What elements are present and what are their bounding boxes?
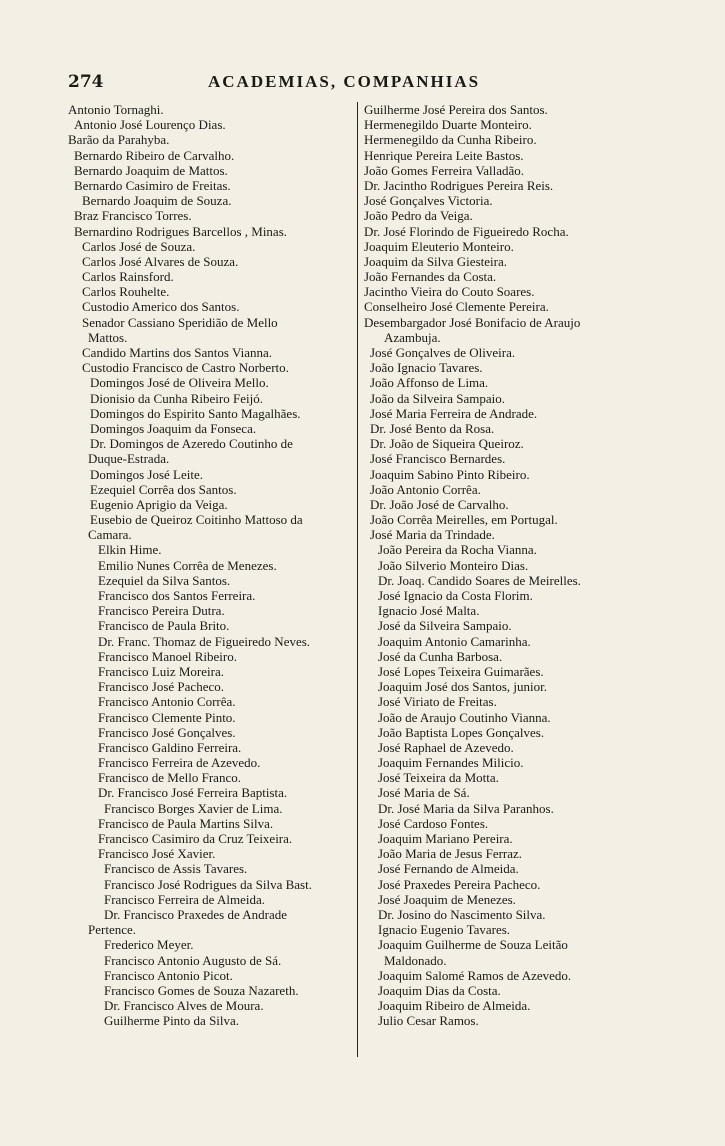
name-entry: Ignacio Eugenio Tavares. [378,922,511,938]
name-entry: Francisco Gomes de Souza Nazareth. [104,982,299,998]
name-entry: Joaquim Dias da Costa. [378,982,501,998]
name-entry: Antonio Tornaghi. [68,102,164,117]
name-entry: João Baptista Lopes Gonçalves. [378,724,545,740]
name-entry: Francisco Ferreira de Azevedo. [98,755,261,771]
name-entry: Elkin Hime. [98,542,162,558]
name-entry: Dr. Josino do Nascimento Silva. [378,906,546,922]
name-entry: Francisco Luiz Moreira. [98,663,224,679]
name-entry: Joaquim Guilherme de Souza Leitão [378,937,568,953]
name-entry: Francisco José Rodrigues da Silva Bast. [104,876,312,892]
name-entry: Francisco Pereira Dutra. [98,603,225,619]
name-entry: João Affonso de Lima. [370,375,489,391]
name-entry: Eusebio de Queiroz Coitinho Mattoso da [90,512,303,528]
name-entry: Bernardo Casimiro de Freitas. [74,177,231,193]
name-entry: João Antonio Corrêa. [370,481,481,497]
name-entry: Antonio José Lourenço Dias. [74,117,226,133]
name-entry: Braz Francisco Torres. [74,208,192,224]
name-entry: José Maria Ferreira de Andrade. [370,405,538,421]
name-entry: Dionisio da Cunha Ribeiro Feijó. [90,390,263,406]
name-entry: Joaquim Salomé Ramos de Azevedo. [378,967,572,983]
name-entry: Francisco de Paula Martins Silva. [98,815,274,831]
name-continuation: Mattos. [88,329,128,345]
name-entry: Francisco Ferreira de Almeida. [104,891,265,907]
name-entry: José da Cunha Barbosa. [378,648,503,664]
name-entry: Dr. José Bento da Rosa. [370,420,495,436]
name-entry: José Lopes Teixeira Guimarães. [378,663,544,679]
name-entry: Domingos Joaquim da Fonseca. [90,420,257,436]
name-entry: Francisco Antonio Augusto de Sá. [104,952,282,968]
name-entry: Francisco Manoel Ribeiro. [98,648,237,664]
name-entry: José Francisco Bernardes. [370,451,506,467]
name-entry: João de Araujo Coutinho Vianna. [378,709,551,725]
name-entry: Candido Martins dos Santos Vianna. [82,345,272,360]
column-divider [357,102,358,1057]
name-continuation: Camara. [88,527,132,543]
name-entry: Joaquim José dos Santos, junior. [378,679,548,695]
name-continuation: Pertence. [88,922,137,938]
name-entry: José Viriato de Freitas. [378,694,497,710]
name-entry: Domingos José Leite. [90,466,204,482]
name-entry: José Teixeira da Motta. [378,770,499,786]
name-entry: Francisco José Gonçalves. [98,724,236,740]
name-entry: Francisco Antonio Corrêa. [98,694,236,710]
name-entry: Francisco Galdino Ferreira. [98,739,242,755]
name-entry: João Silverio Monteiro Dias. [378,557,529,573]
name-entry: Julio Cesar Ramos. [378,1013,479,1029]
name-entry: Dr. Francisco Alves de Moura. [104,998,264,1014]
name-entry: João Fernandes da Costa. [364,269,497,285]
name-continuation: Maldonado. [384,952,447,968]
name-entry: Joaquim Eleuterio Monteiro. [364,238,514,254]
name-entry: Carlos Rainsford. [82,269,174,285]
name-entry: Bernardo Joaquim de Souza. [82,193,232,209]
name-entry: João Maria de Jesus Ferraz. [378,846,523,862]
name-entry: Henrique Pereira Leite Bastos. [364,147,524,163]
name-entry: José da Silveira Sampaio. [378,618,512,634]
name-entry: Domingos do Espirito Santo Magalhães. [90,405,301,421]
name-continuation: Duque-Estrada. [88,451,170,467]
page-number: 274 [68,72,104,92]
name-entry: Francisco Clemente Pinto. [98,709,236,725]
name-entry: José Praxedes Pereira Pacheco. [378,876,541,892]
name-entry: Domingos José de Oliveira Mello. [90,375,269,391]
name-entry: Bernardo Ribeiro de Carvalho. [74,147,235,163]
name-entry: José Gonçalves de Oliveira. [370,345,516,360]
name-entry: Bernardo Joaquim de Mattos. [74,162,228,178]
name-entry: Eugenio Aprigio da Veiga. [90,496,228,512]
name-entry: Joaquim Antonio Camarinha. [378,633,531,649]
name-entry: Joaquim da Silva Giesteira. [364,253,507,269]
name-entry: João Gomes Ferreira Valladão. [364,162,525,178]
name-entry: Desembargador José Bonifacio de Araujo [364,314,581,330]
right-column [362,102,662,1028]
name-continuation: Azambuja. [384,329,441,345]
name-entry: Francisco de Paula Brito. [98,618,230,634]
name-entry: João Pedro da Veiga. [364,208,473,224]
name-entry: Francisco de Assis Tavares. [104,861,248,877]
name-entry: Carlos José de Souza. [82,238,196,254]
name-entry: José Joaquim de Menezes. [378,891,516,907]
name-entry: Dr. Jacintho Rodrigues Pereira Reis. [364,177,554,193]
name-entry: Francisco José Pacheco. [98,679,224,695]
name-entry: José Cardoso Fontes. [378,815,489,831]
name-entry: Dr. José Maria da Silva Paranhos. [378,800,554,816]
name-entry: Dr. José Florindo de Figueiredo Rocha. [364,223,569,239]
name-entry: Dr. João José de Carvalho. [370,496,509,512]
name-entry: Guilherme José Pereira dos Santos. [364,102,548,117]
name-entry: João Corrêa Meirelles, em Portugal. [370,512,558,528]
name-entry: Hermenegildo da Cunha Ribeiro. [364,132,537,148]
name-entry: José Raphael de Azevedo. [378,739,514,755]
name-entry: Ignacio José Malta. [378,603,480,619]
name-entry: Senador Cassiano Speridião de Mello [82,314,278,330]
name-entry: Dr. Domingos de Azeredo Coutinho de [90,436,293,452]
name-entry: Jacintho Vieira do Couto Soares. [364,284,535,300]
name-entry: Francisco Borges Xavier de Lima. [104,800,283,816]
name-entry: José Maria de Sá. [378,785,470,801]
name-entry: Custodio Americo dos Santos. [82,299,240,315]
name-entry: Guilherme Pinto da Silva. [104,1013,240,1029]
name-entry: Bernardino Rodrigues Barcellos , Minas. [74,223,288,239]
name-entry: Francisco dos Santos Ferreira. [98,588,256,603]
name-entry: Dr. Joaq. Candido Soares de Meirelles. [378,572,581,588]
name-entry: Custodio Francisco de Castro Norberto. [82,360,289,376]
name-entry: Francisco de Mello Franco. [98,770,241,786]
name-entry: Joaquim Sabino Pinto Ribeiro. [370,466,530,482]
name-entry: Frederico Meyer. [104,937,194,953]
name-entry: Joaquim Ribeiro de Almeida. [378,998,531,1014]
name-entry: Francisco José Xavier. [98,846,216,862]
name-entry: Joaquim Mariano Pereira. [378,831,513,846]
name-entry: Ezequiel Corrêa dos Santos. [90,481,237,497]
name-entry: João Ignacio Tavares. [370,360,483,376]
name-entry: Carlos Rouhelte. [82,284,170,300]
name-entry: Dr. Francisco José Ferreira Baptista. [98,785,288,801]
running-title: ACADEMIAS, COMPANHIAS [208,72,481,91]
page-header [58,72,658,98]
name-entry: José Fernando de Almeida. [378,861,519,877]
name-entry: Barão da Parahyba. [68,132,170,148]
name-entry: Conselheiro José Clemente Pereira. [364,299,549,315]
name-entry: Carlos José Alvares de Souza. [82,253,239,269]
name-entry: João da Silveira Sampaio. [370,390,506,406]
name-entry: Dr. João de Siqueira Queiroz. [370,436,524,452]
name-entry: Hermenegildo Duarte Monteiro. [364,117,532,133]
name-entry: Emilio Nunes Corrêa de Menezes. [98,557,277,573]
name-entry: José Gonçalves Victoria. [364,193,493,209]
name-entry: Dr. Franc. Thomaz de Figueiredo Neves. [98,633,311,649]
name-entry: Francisco Casimiro da Cruz Teixeira. [98,831,293,846]
name-entry: Dr. Francisco Praxedes de Andrade [104,906,288,922]
name-entry: Francisco Antonio Picot. [104,967,233,983]
name-entry: João Pereira da Rocha Vianna. [378,542,537,558]
name-entry: José Ignacio da Costa Florim. [378,588,533,603]
name-entry: Joaquim Fernandes Milicio. [378,755,524,771]
name-entry: Ezequiel da Silva Santos. [98,572,231,588]
left-column [66,102,356,1028]
name-entry: José Maria da Trindade. [370,527,495,543]
